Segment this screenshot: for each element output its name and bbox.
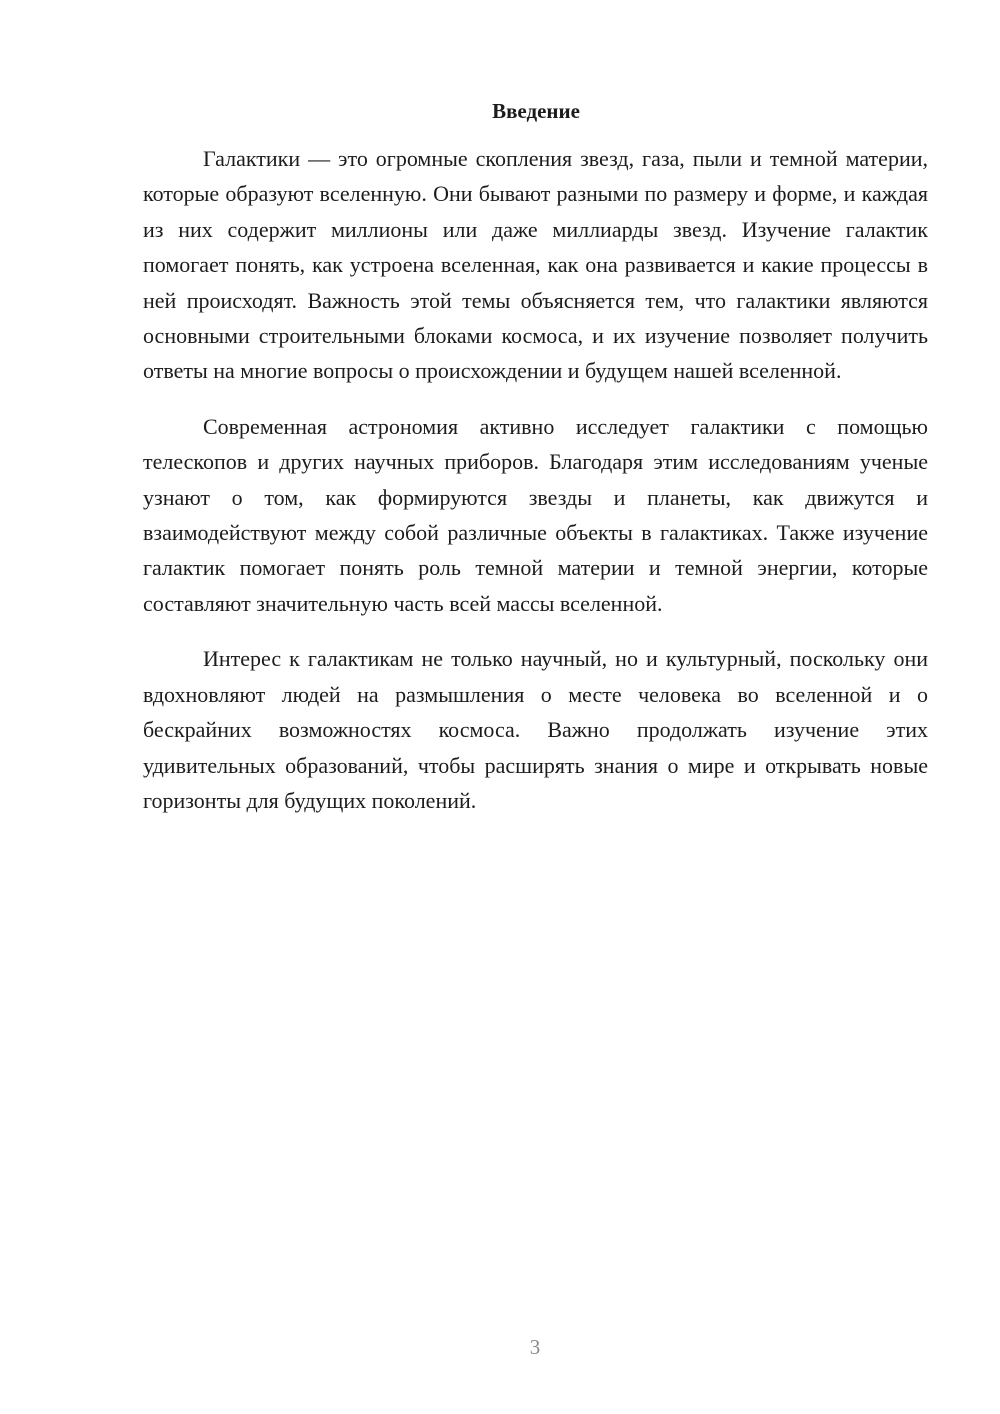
paragraph-2: Современная астрономия активно исследует галактики с помощью телескопов и других научных приборов. Благодаря этим исследованиям ученые узнают о том, как формируются звезды и планеты, как движутся и взаимодействуют между собой различные объекты в галактиках. Также изучение галактик помогает понять роль темной материи и темной энергии, которые составляют значительную часть всей массы вселенной.	[143, 413, 928, 616]
page-number: 3	[529, 1335, 541, 1359]
paragraph-1: Галактики — это огромные скопления звезд, газа, пыли и темной материи, которые образуют вселенную. Они бывают разными по размеру и форме, и каждая из них содержит миллионы или даже миллиарды звезд. Изучение галактик помогает понять, как устроена вселенная, как она развивается и какие процессы в ней происходят. Важность этой темы объясняется тем, что галактики являются основными строительными блоками космоса, и их изучение позволяет получить ответы на многие вопросы о происхождении и будущем нашей вселенной.	[143, 146, 928, 384]
page-content	[143, 96, 928, 838]
paragraph-3: Интерес к галактикам не только научный, но и культурный, поскольку они вдохновляют людей на размышления о месте человека во вселенной и о бескрайних возможностях космоса. Важно продолжать изучение этих удивительных образований, чтобы расширять знания о мире и открывать новые горизонты для будущих поколений.	[143, 646, 928, 813]
section-heading: Введение	[492, 99, 580, 123]
